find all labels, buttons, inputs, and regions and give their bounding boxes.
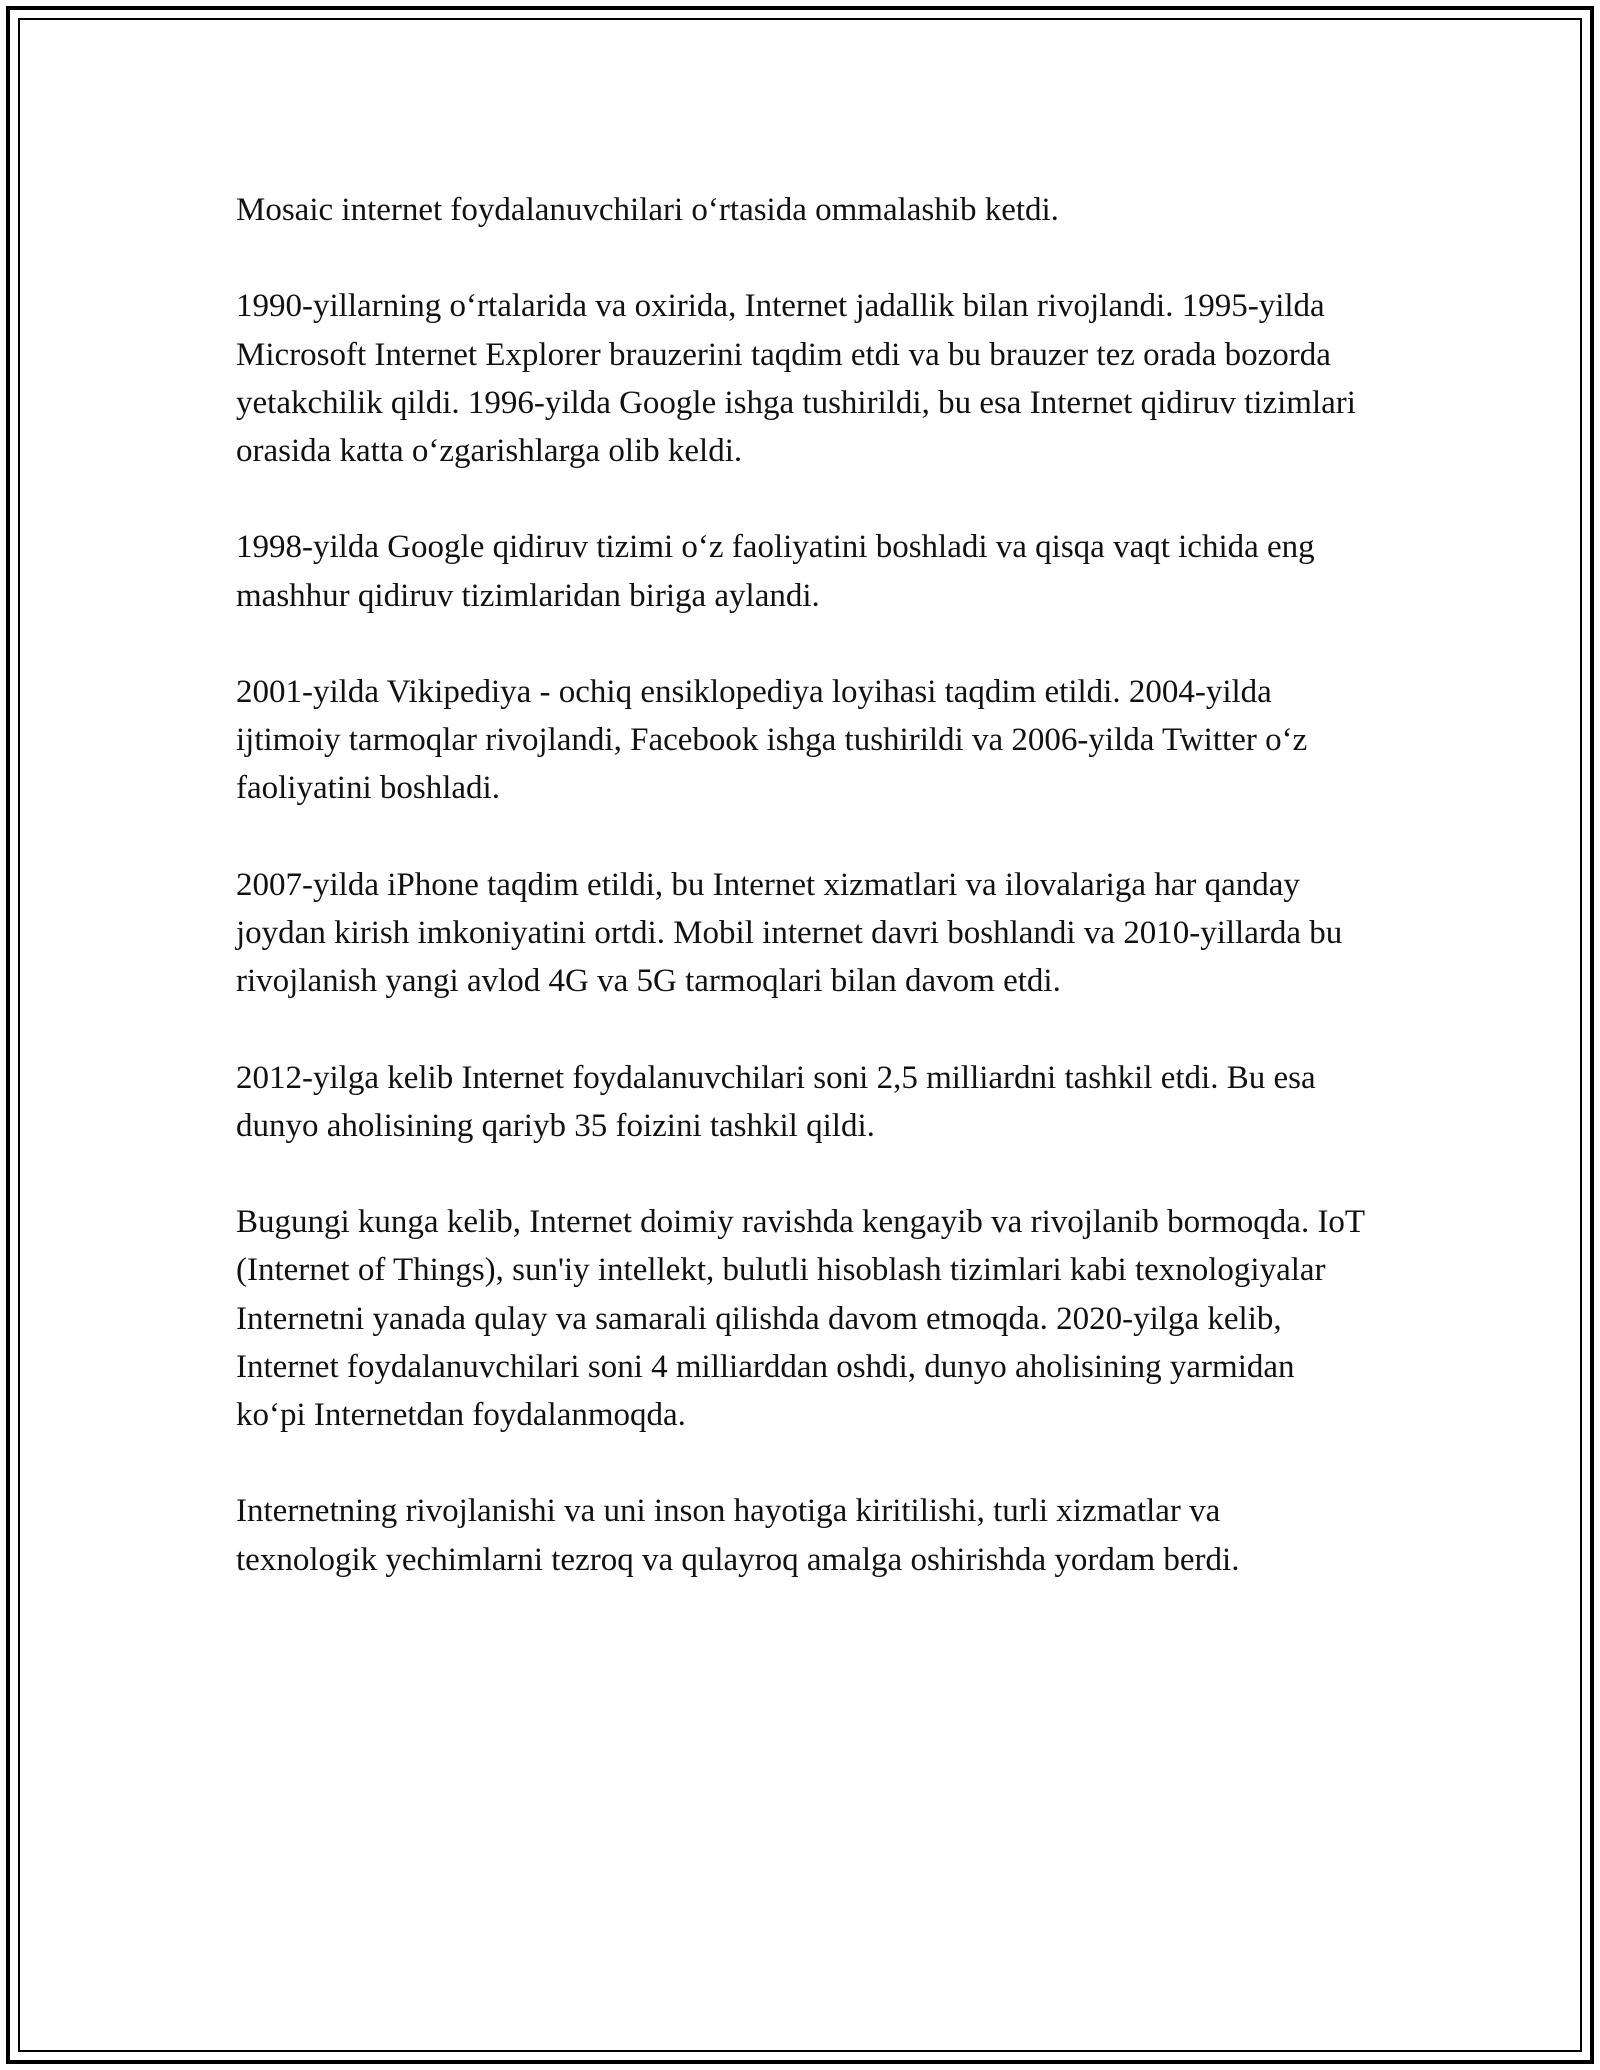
paragraph-6: 2012-yilga kelib Internet foydalanuvchilari soni 2,5 milliardni tashkil etdi. Bu esa dunyo aholisining qariyb 35 foizini tashkil qildi. — [236, 1059, 1316, 1144]
paragraph-3: 1998-yilda Google qidiruv tizimi o‘z faoliyatini boshladi va qisqa vaqt ichida eng mashhur qidiruv tizimlaridan biriga aylandi. — [236, 529, 1315, 614]
paragraph-2: 1990-yillarning o‘rtalarida va oxirida, Internet jadallik bilan rivojlandi. 1995-yilda Microsoft Internet Explorer brauzerini taqdim etdi va bu brauzer tez orada bozorda yetakchilik qildi. 1996-yilda Google ishga tushirildi, bu esa Internet qidiruv tizimlari orasida katta o‘zgarishlarga olib keldi. — [236, 288, 1356, 469]
paragraph-7: Bugungi kunga kelib, Internet doimiy ravishda kengayib va rivojlanib bormoqda. IoT (Internet of Things), sun'iy intellekt, bulutli hisoblash tizimlari kabi texnologiyalar Internetni yanada qulay va samarali qilishda davom etmoqda. 2020-yilga kelib, Internet foydalanuvchilari soni 4 milliarddan oshdi, dunyo aholisining yarmidan ko‘pi Internetdan foydalanmoqda. — [236, 1204, 1365, 1433]
paragraph-4: 2001-yilda Vikipediya - ochiq ensiklopediya loyihasi taqdim etildi. 2004-yilda ijtimoiy tarmoqlar rivojlandi, Facebook ishga tushirildi va 2006-yilda Twitter o‘z faoliyatini boshladi. — [236, 673, 1308, 807]
paragraph-8: Internetning rivojlanishi va uni inson hayotiga kiritilishi, turli xizmatlar va texnologik yechimlarni tezroq va qulayroq amalga oshirishda yordam berdi. — [236, 1493, 1240, 1578]
document-body — [236, 186, 1366, 1584]
paragraph-1: Mosaic internet foydalanuvchilari o‘rtasida ommalashib ketdi. — [236, 192, 1059, 228]
paragraph-5: 2007-yilda iPhone taqdim etildi, bu Internet xizmatlari va ilovalariga har qanday joydan kirish imkoniyatini ortdi. Mobil internet davri boshlandi va 2010-yillarda bu rivojlanish yangi avlod 4G va 5G tarmoqlari bilan davom etdi. — [236, 866, 1343, 1000]
